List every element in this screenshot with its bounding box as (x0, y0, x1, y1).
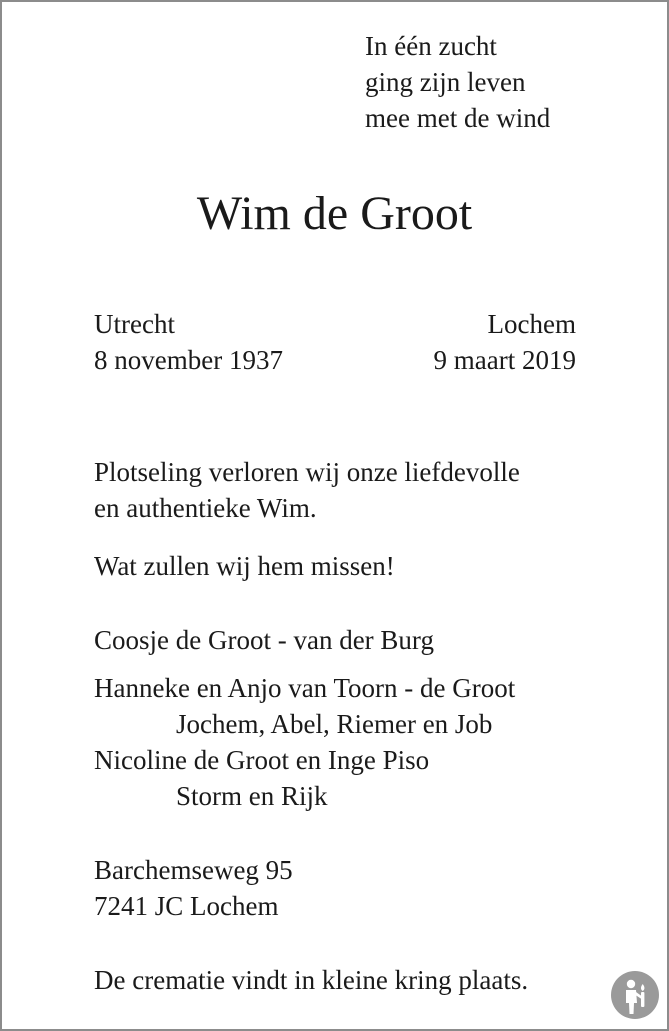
message-line-3: Wat zullen wij hem missen! (94, 551, 395, 581)
message-line-1: Plotseling verloren wij onze liefdevolle (94, 457, 520, 487)
family-spouse: Coosje de Groot - van der Burg (94, 625, 434, 655)
family-grandchildren-1: Jochem, Abel, Riemer en Job (176, 709, 493, 739)
death-place: Lochem (487, 309, 576, 339)
birth-date: 8 november 1937 (94, 345, 283, 375)
poem-line-3: mee met de wind (365, 103, 551, 133)
address-street: Barchemseweg 95 (94, 855, 293, 885)
poem-line-2: ging zijn leven (365, 67, 526, 97)
closing-text: De crematie vindt in kleine kring plaats. (94, 965, 529, 995)
death-date: 9 maart 2019 (433, 345, 576, 375)
message-line-2: en authentieke Wim. (94, 493, 317, 523)
family-child-2: Nicoline de Groot en Inge Piso (94, 745, 430, 775)
birth-place: Utrecht (94, 309, 175, 339)
family-child-1: Hanneke en Anjo van Toorn - de Groot (94, 673, 516, 703)
address-postal-city: 7241 JC Lochem (94, 891, 279, 921)
poem-line-1: In één zucht (365, 31, 497, 61)
deceased-name: Wim de Groot (196, 187, 473, 240)
family-grandchildren-2: Storm en Rijk (176, 781, 328, 811)
memorial-figure-icon (610, 970, 660, 1020)
